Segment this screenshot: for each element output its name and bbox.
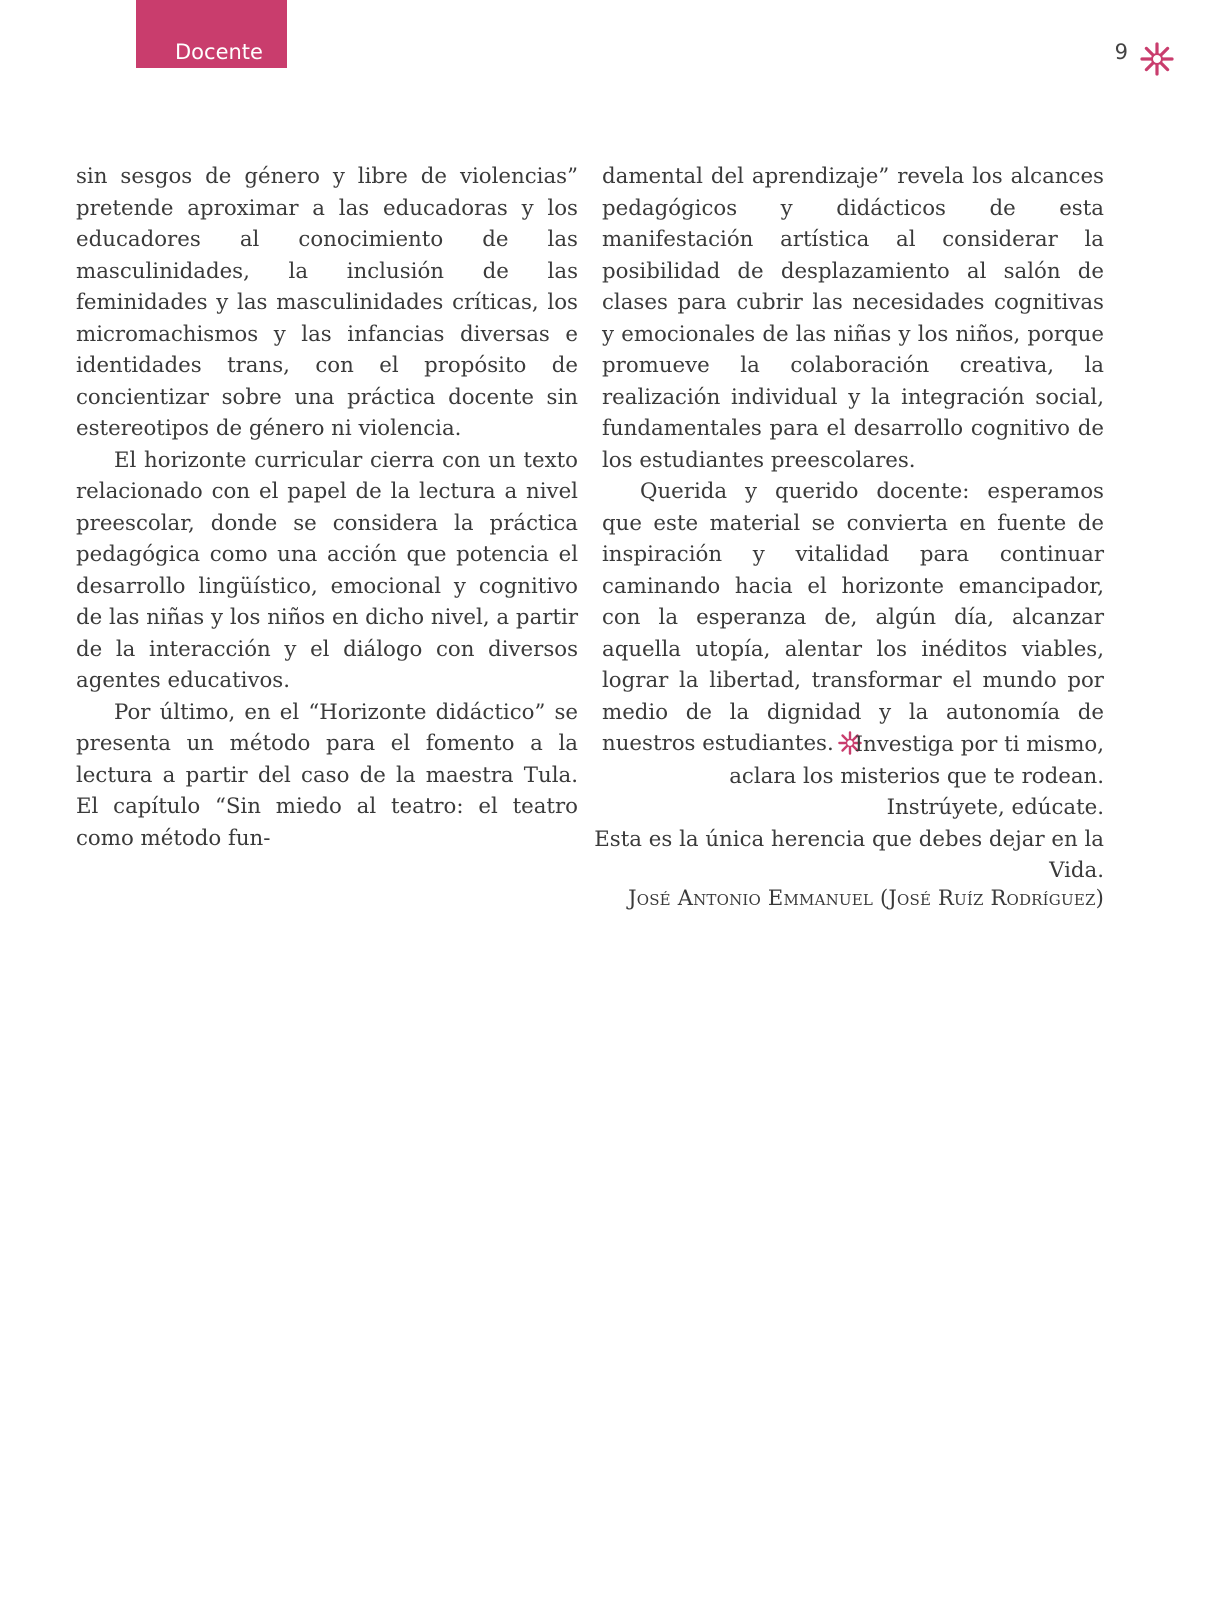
epigraph-line: Esta es la única herencia que debes dejar en la Vida.: [594, 826, 1104, 883]
left-column: [76, 161, 578, 854]
epigraph-line: Investiga por ti mismo,: [854, 732, 1104, 757]
epigraph-author: José Antonio Emmanuel (José Ruíz Rodríguez): [628, 886, 1104, 910]
asterisk-flower-icon: [1140, 42, 1174, 76]
epigraph-line: Instrúyete, edúcate.: [886, 795, 1104, 820]
epigraph-line: aclara los misterios que te rodean.: [729, 763, 1104, 789]
section-tab: [136, 0, 287, 68]
right-column: [602, 161, 1104, 760]
section-tab-label: Docente: [175, 40, 263, 64]
page-number: 9: [1114, 40, 1128, 64]
paragraph: El horizonte curricular cierra con un texto relacionado con el papel de la lectura a nivel preescolar, donde se considera la práctica pedagógica como una acción que potencia el desarrollo lingüístico, emocional y cognitivo de las niñas y los niños en dicho nivel, a partir de la interacción y el diálogo con diversos agentes educativos.: [76, 447, 578, 693]
paragraph: damental del aprendizaje” revela los alcances pedagógicos y didácticos de esta manifestación artística al considerar la posibilidad de desplazamiento al salón de clases para cubrir las necesidades cognitivas y emocionales de las niñas y los niños, porque promueve la colaboración creativa, la realización individual y la integración social, fundamentales para el desarrollo cognitivo de los estudiantes preescolares.: [602, 164, 1104, 473]
closing-paragraph: [602, 476, 1104, 760]
closing-text: Querida y querido docente: esperamos que este material se convierta en fuente de inspiración y vitalidad para continuar caminando hacia el horizonte emancipador, con la esperanza de, algún día, alcanzar aquella utopía, alentar los inéditos viables, lograr la libertad, transformar el mundo por medio de la dignidad y la autonomía de nuestros estudiantes.: [602, 479, 1104, 756]
paragraph: sin sesgos de género y libre de violencias” pretende aproximar a las educadoras y los educadores al conocimiento de las masculinidades, la inclusión de las feminidades y las masculinidades críticas, los micromachismos y las infancias diversas e identidades trans, con el propósito de concientizar sobre una práctica docente sin estereotipos de género ni violencia.: [76, 164, 578, 441]
epigraph: [544, 729, 1104, 887]
paragraph: Por último, en el “Horizonte didáctico” se presenta un método para el fomento a la lectura a partir del caso de la maestra Tula. El capítulo “Sin miedo al teatro: el teatro como método fun-: [76, 699, 578, 851]
